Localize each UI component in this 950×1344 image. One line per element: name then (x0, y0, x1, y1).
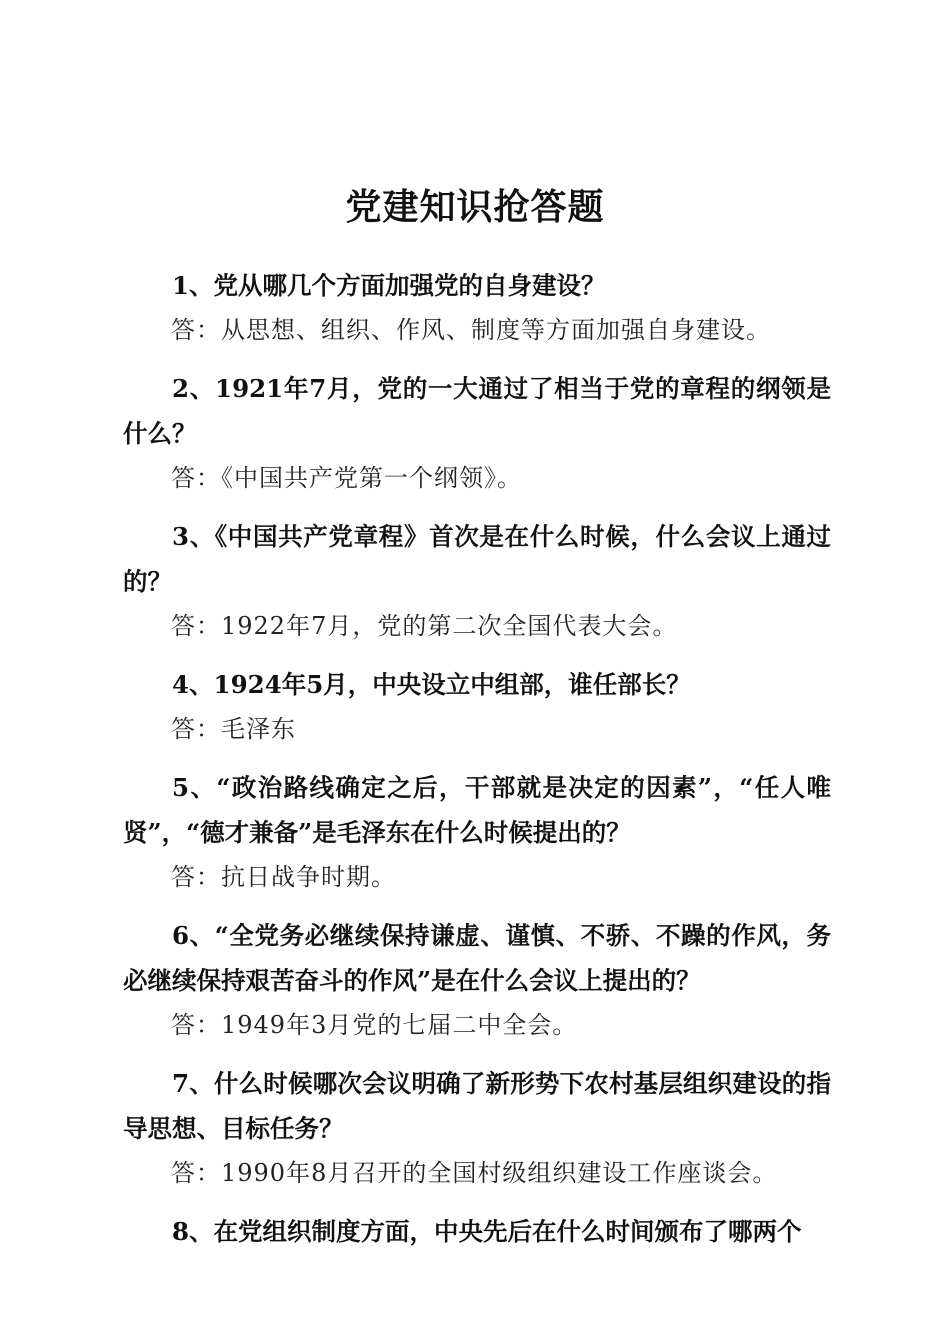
answer-6: 答：1949年3月党的七届二中全会。 (171, 1011, 578, 1039)
answer-7: 答：1990年8月召开的全国村级组织建设工作座谈会。 (171, 1159, 778, 1187)
question-4: 4、1924年5月，中央设立中组部，谁任部长？ (172, 670, 691, 699)
question-8: 8、在党组织制度方面，中央先后在什么时间颁布了哪两个 (172, 1217, 802, 1246)
answer-1: 答：从思想、组织、作风、制度等方面加强自身建设。 (171, 316, 771, 344)
question-7: 7、什么时候哪次会议明确了新形势下农村基层组织建设的指导思想、目标任务？ (123, 1069, 831, 1143)
question-3: 3、《中国共产党章程》首次是在什么时候，什么会议上通过的？ (123, 522, 831, 596)
answer-2: 答：《中国共产党第一个纲领》。 (171, 464, 522, 492)
document-title: 党建知识抢答题 (345, 186, 605, 228)
question-2: 2、1921年7月，党的一大通过了相当于党的章程的纲领是什么？ (123, 374, 831, 448)
answer-3: 答：1922年7月，党的第二次全国代表大会。 (171, 612, 678, 640)
answer-5: 答：抗日战争时期。 (171, 863, 396, 891)
question-6: 6、“全党务必继续保持谦虚、谨慎、不骄、不躁的作风，务必继续保持艰苦奋斗的作风”是在什么会议上提出的？ (123, 921, 831, 995)
qa-list (123, 263, 831, 1254)
answer-4: 答：毛泽东 (171, 715, 296, 743)
question-5: 5、“政治路线确定之后，干部就是决定的因素”，“任人唯贤”，“德才兼备”是毛泽东在什么时候提出的？ (123, 773, 831, 847)
question-1: 1、党从哪几个方面加强党的自身建设？ (172, 271, 606, 300)
